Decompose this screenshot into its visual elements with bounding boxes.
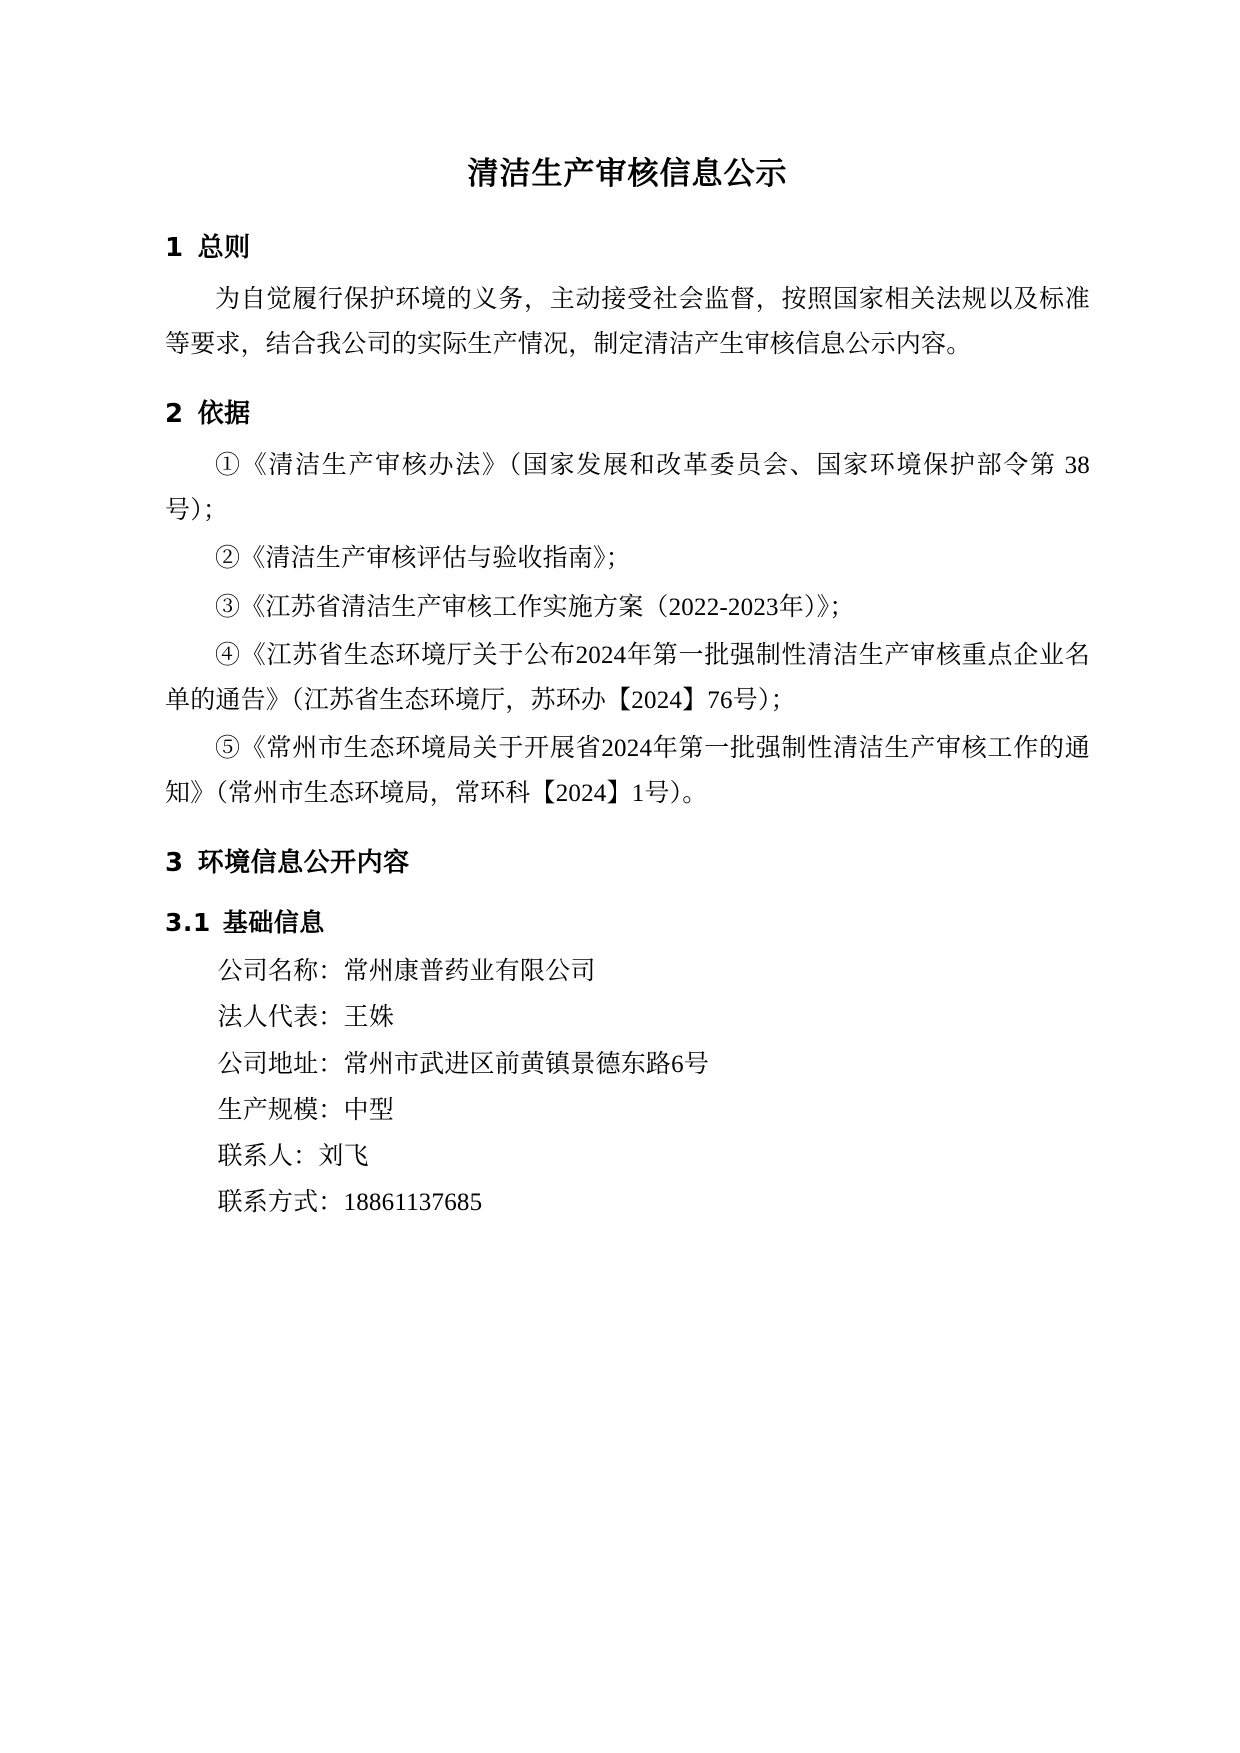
section-title-3: 环境信息公开内容 — [197, 848, 410, 878]
section-title-3-1: 基础信息 — [222, 908, 325, 937]
section-2-paragraph-5: ⑤《常州市生态环境局关于开展省2024年第一批强制性清洁生产审核工作的通知》（常州市生态环境局，常环科【2024】1号）。 — [165, 735, 1090, 807]
section-1-paragraph-1: 为自觉履行保护环境的义务，主动接受社会监督，按照国家相关法规以及标准等要求，结合我公司的实际生产情况，制定清洁产生审核信息公示内容。 — [165, 286, 1090, 358]
list-item — [218, 995, 1091, 1041]
company-address-label: 公司地址： — [217, 1050, 344, 1078]
section-title-1: 总则 — [197, 233, 251, 263]
list-item — [218, 1180, 1091, 1226]
section-title-2: 依据 — [197, 399, 251, 429]
company-name-value: 常州康普药业有限公司 — [343, 958, 596, 985]
list-item — [218, 1088, 1091, 1134]
section-number-2: 2 — [165, 399, 184, 429]
section-number-3-1: 3.1 — [165, 908, 211, 937]
section-heading-3 — [165, 842, 1090, 879]
contact-person-value: 刘飞 — [318, 1143, 369, 1170]
list-item — [218, 1042, 1091, 1088]
section-2-paragraph-1: ①《清洁生产审核办法》（国家发展和改革委员会、国家环境保护部令第 38 号）； — [165, 452, 1090, 524]
contact-phone-label: 联系方式： — [217, 1189, 344, 1217]
page-title: 清洁生产审核信息公示 — [467, 156, 788, 192]
basic-info-list — [165, 949, 1090, 1227]
section-number-1: 1 — [165, 233, 184, 263]
legal-representative-label: 法人代表： — [217, 1004, 344, 1032]
section-heading-1 — [165, 227, 1090, 264]
list-item — [218, 949, 1091, 995]
company-address-value: 常州市武进区前黄镇景德东路6号 — [343, 1050, 710, 1078]
section-number-3: 3 — [165, 848, 184, 878]
section-heading-3-1 — [165, 903, 1090, 939]
production-scale-label: 生产规模： — [217, 1096, 344, 1124]
section-2-paragraph-3: ③《江苏省清洁生产审核工作实施方案（2022-2023年）》； — [215, 593, 855, 621]
contact-person-label: 联系人： — [217, 1143, 319, 1170]
section-2-paragraph-2: ②《清洁生产审核评估与验收指南》； — [215, 545, 631, 572]
production-scale-value: 中型 — [343, 1096, 394, 1124]
contact-phone-value: 18861137685 — [343, 1189, 483, 1217]
legal-representative-value: 王姝 — [343, 1004, 394, 1032]
section-heading-2 — [165, 393, 1090, 430]
list-item — [218, 1134, 1091, 1180]
company-name-label: 公司名称： — [217, 958, 344, 985]
section-2-paragraph-4: ④《江苏省生态环境厅关于公布2024年第一批强制性清洁生产审核重点企业名单的通告》（江苏省生态环境厅，苏环办【2024】76号）； — [165, 642, 1090, 714]
